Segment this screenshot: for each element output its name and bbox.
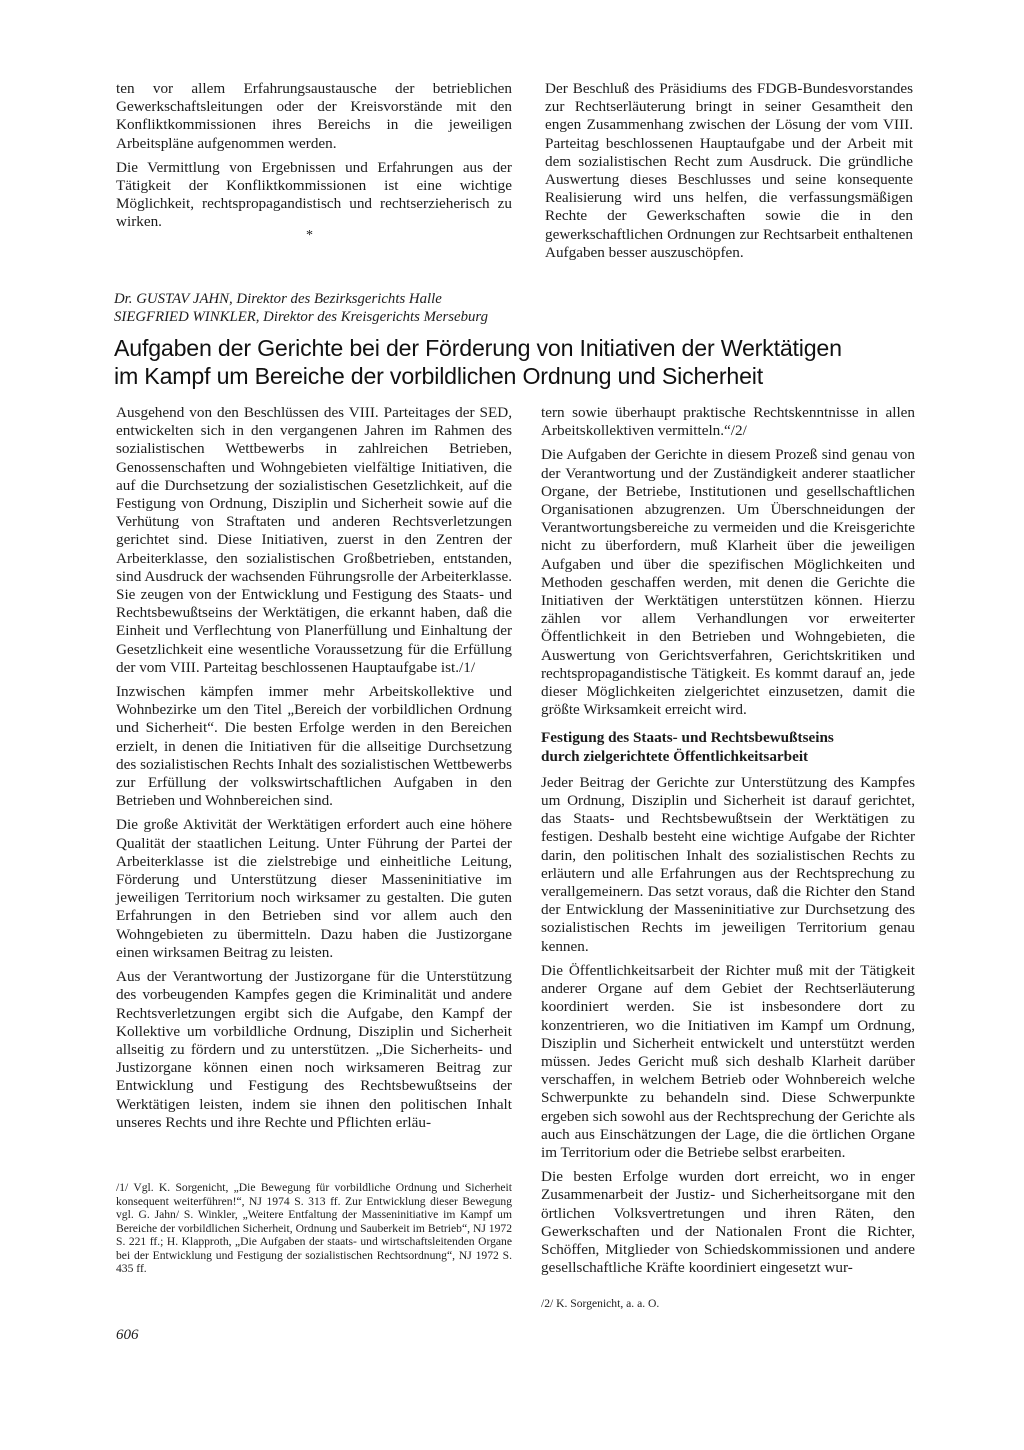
author-line: Dr. GUSTAV JAHN, Direktor des Bezirksgerichts Halle (114, 291, 442, 307)
paragraph: ten vor allem Erfahrungsaustausche der betrieblichen Gewerkschaftsleitungen oder der Kreisvorstände mit den Konfliktkommissionen ihres Bereichs in die jeweiligen Arbeitspläne aufgenommen werden. (116, 80, 512, 152)
footnote-2: /2/ K. Sorgenicht, a. a. O. (541, 1297, 660, 1310)
paragraph: Die Aufgaben der Gerichte in diesem Prozeß sind genau von der Verantwortung und der Zuständigkeit anderer staatlicher Organe, der Betriebe, Institutionen und gesellschaftlichen Organisationen abzugrenzen. Um Überschneidungen der Verantwortungsbereiche zu vermeiden und die Kreisgerichte nicht zu überfordern, muß Klarheit über die jeweiligen Aufgaben und über die spezifischen Möglichkeiten und Methoden geschaffen werden, mit denen die Gerichte die Initiativen der Werktätigen unterstützen können. Hierzu zählen vor allem Verhandlungen vor erweiterter Öffentlichkeit in den Betrieben und Wohngebieten, die Auswertung von Gerichtsverfahren, Gerichtskritiken und rechtspropagandistische Tätigkeit. Es kommt darauf an, jede dieser Möglichkeiten zielgerichtet einzusetzen, damit die größte Wirksamkeit erreicht wird. (541, 446, 915, 719)
author-line: SIEGFRIED WINKLER, Direktor des Kreisgerichts Merseburg (114, 309, 488, 325)
top-right-column (545, 80, 913, 268)
article-title (114, 334, 914, 390)
paragraph: Jeder Beitrag der Gerichte zur Unterstützung des Kampfes um Ordnung, Disziplin und Sicherheit ist darauf gerichtet, das Staats- und Rechtsbewußtsein der Werktätigen zu festigen. Deshalb besteht eine wichtige Aufgabe der Richter darin, den politischen Inhalt des sozialistischen Rechts zu erläutern und alle Erfahrungen aus der Rechtsprechung zu verallgemeinern. Das setzt voraus, daß die Richter den Stand der Entwicklung der Masseninitiative zur Durchsetzung des sozialistischen Rechts im jeweiligen Territorium genau kennen. (541, 773, 915, 955)
article-left-column (116, 404, 512, 1138)
title-line: Aufgaben der Gerichte bei der Förderung von Initiativen der Werktätigen (114, 335, 842, 361)
section-separator: * (306, 228, 313, 243)
article-right-column (541, 404, 915, 1283)
page-number: 606 (116, 1327, 139, 1343)
section-heading (541, 729, 915, 765)
paragraph: Ausgehend von den Beschlüssen des VIII. Parteitages der SED, entwickelten sich in den vergangenen Jahren im Rahmen des sozialistischen Wettbewerbs in zahlreichen Betrieben, Genossenschaften und Wohngebieten vielfältige Initiativen, die auf die Durchsetzung der sozialistischen Gesetzlichkeit, auf die Festigung von Ordnung, Disziplin und Sicherheit sowie auf die Verhütung von Straftaten und anderen Rechtsverletzungen gerichtet sind. Diese Initiativen, zuerst in den Zentren der Arbeiterklasse, den sozialistischen Großbetrieben, entstanden, sind Ausdruck der wachsenden Führungsrolle der Arbeiterklasse. Sie zeugen von der Entwicklung und Festigung des Staats- und Rechtsbewußtseins der Werktätigen, die erkannt haben, daß die Einheit und Verflechtung von Planerfüllung und Einhaltung der Gesetzlichkeit eine wesentliche Voraussetzung für die Erfüllung der vom VIII. Parteitag beschlossenen Hauptaufgabe ist./1/ (116, 404, 512, 676)
paragraph: Der Beschluß des Präsidiums des FDGB-Bundesvorstandes zur Rechtserläuterung bringt in seiner Gesamtheit den engen Zusammenhang zwischen der Lösung der vom VIII. Parteitag beschlossenen Hauptaufgabe und der Arbeit mit dem sozialistischen Recht zum Ausdruck. Die gründliche Auswertung dieses Beschlusses und seine konsequente Realisierung wird uns helfen, die verfassungsmäßigen Rechte der Gewerkschaften sowie die in den gewerkschaftlichen Ordnungen zur Rechtsarbeit enthaltenen Aufgaben besser auszuschöpfen. (545, 80, 913, 261)
footnote-1: /1/ Vgl. K. Sorgenicht, „Die Bewegung für vorbildliche Ordnung und Sicherheit konsequent weiterführen!“, NJ 1974 S. 313 ff. Zur Entwicklung dieser Bewegung vgl. G. Jahn/ S. Winkler, „Weitere Entfaltung der Masseninitiative im Kampf um Bereiche der vorbildlichen Sicherheit, Ordnung und Sauberkeit im Betrieb“, NJ 1972 S. 221 ff.; H. Klapproth, „Die Aufgaben der staats- und wirtschaftsleitenden Organe bei der Entwicklung und Festigung der sozialistischen Rechtsordnung“, NJ 1972 S. 435 ff. (116, 1181, 512, 1275)
heading-line: Festigung des Staats- und Rechtsbewußtseins (541, 729, 834, 747)
paragraph: tern sowie überhaupt praktische Rechtskenntnisse in allen Arbeitskollektiven vermitteln.“/2/ (541, 404, 915, 440)
paragraph: Inzwischen kämpfen immer mehr Arbeitskollektive und Wohnbezirke um den Titel „Bereich der vorbildlichen Ordnung und Sicherheit“. Die besten Erfolge werden in den Bereichen erzielt, in denen die Initiativen für die allseitige Durchsetzung des sozialistischen Rechts Inhalt des sozialistischen Wettbewerbs zur Erfüllung der volkswirtschaftlichen Aufgaben in den Betrieben und Wohnbereichen sind. (116, 683, 512, 810)
paragraph: Die Öffentlichkeitsarbeit der Richter muß mit der Tätigkeit anderer Organe auf dem Gebiet der Rechtserläuterung koordiniert werden. Sie ist insbesondere dort zu konzentrieren, wo die Initiativen im Kampf um Ordnung, Disziplin und Sicherheit entwickelt und unterstützt werden müssen. Jedes Gericht muß sich deshalb Klarheit darüber verschaffen, in welchem Betrieb oder Wohnbereich welche Schwerpunkte zu behandeln sind. Diese Schwerpunkte ergeben sich sowohl aus der Rechtsprechung der Gerichte als auch aus Einschätzungen der Lage, die die örtlichen Organe im Territorium oder die Betriebe selbst erarbeiten. (541, 961, 915, 1161)
paragraph: Die Vermittlung von Ergebnissen und Erfahrungen aus der Tätigkeit der Konfliktkommissionen ist eine wichtige Möglichkeit, rechtspropagandistisch und rechtserzieherisch zu wirken. (116, 158, 512, 231)
paragraph: Die große Aktivität der Werktätigen erfordert auch eine höhere Qualität der staatlichen Leitung. Unter Führung der Partei der Arbeiterklasse ist die zielstrebige und einheitliche Leitung, Förderung und Unterstützung dieser Masseninitiative im jeweiligen Territorium noch wirksamer zu gestalten. Die guten Erfahrungen in den Betrieben sind vor allem auch den Wohngebieten zu übermitteln. Dazu haben die Justizorgane einen wirksamen Beitrag zu leisten. (116, 816, 512, 961)
paragraph: Aus der Verantwortung der Justizorgane für die Unterstützung des vorbeugenden Kampfes gegen die Kriminalität und andere Rechtsverletzungen ergibt sich die Aufgabe, den Kampf der Kollektive um vorbildliche Ordnung, Disziplin und Sicherheit allseitig zu fördern und zu unterstützen. „Die Sicherheits- und Justizorgane können einen noch wirksameren Beitrag zur Entwicklung und Festigung des Rechtsbewußtseins der Werktätigen leisten, indem sie ihnen den politischen Inhalt unseres Rechts und ihre Rechte und Pflichten erläu- (116, 968, 512, 1131)
title-line: im Kampf um Bereiche der vorbildlichen Ordnung und Sicherheit (114, 363, 763, 389)
heading-line: durch zielgerichtete Öffentlichkeitsarbeit (541, 747, 809, 765)
top-left-column (116, 80, 512, 238)
article-authors (114, 290, 894, 326)
paragraph: Die besten Erfolge wurden dort erreicht, wo in enger Zusammenarbeit der Justiz- und Sicherheitsorgane mit den örtlichen Volksvertretungen und ihren Räten, den Gewerkschaften und der Nationalen Front die Richter, Schöffen, Mitglieder von Schiedskommissionen und andere gesellschaftliche Kräfte koordiniert eingesetzt wur- (541, 1168, 915, 1277)
